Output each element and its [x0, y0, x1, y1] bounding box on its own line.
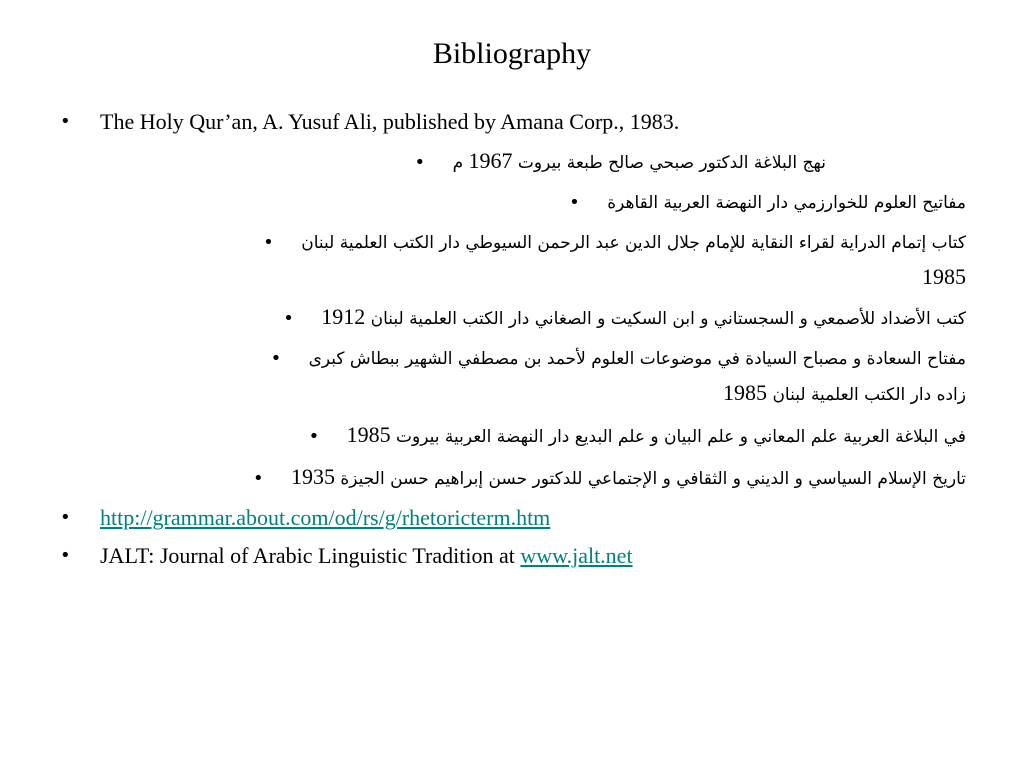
- bullet-icon: •: [263, 232, 274, 253]
- bib-item-year: 1935: [290, 464, 335, 489]
- bib-item-year: 1912: [321, 304, 366, 329]
- bib-item-miftah-saada: [58, 342, 966, 412]
- bullet-icon: •: [308, 426, 320, 447]
- bib-item-addad: [58, 300, 966, 336]
- bib-item-text: كتاب إتمام الدراية لقراء النقاية للإمام جلال الدين عبد الرحمن السيوطي دار الكتب العلمية لبنان: [301, 233, 966, 253]
- bib-item-year: 1985: [723, 380, 768, 405]
- bib-item-nahj: [58, 144, 966, 180]
- bullet-icon: •: [283, 308, 294, 329]
- bullet-icon: •: [569, 192, 580, 213]
- bullet-icon: •: [60, 545, 71, 566]
- bib-item-text: مفتاح السعادة و مصباح السيادة في موضوعات العلوم لأحمد بن مصطفي الشهير ببطاش كبرى: [308, 349, 966, 369]
- bib-item-year: 1985: [922, 264, 966, 289]
- bib-item-text: مفاتيح العلوم للخوارزمي دار النهضة العربية القاهرة: [607, 193, 966, 213]
- bib-item-miftah-khwarizmi: [58, 186, 966, 220]
- bib-item-text: في البلاغة العربية علم المعاني و علم البيان و علم البديع دار النهضة العربية بيروت: [396, 427, 966, 447]
- bib-item-year: 1985: [346, 422, 391, 447]
- bib-item-quran: [58, 106, 966, 138]
- bib-item-jalt: [58, 540, 966, 572]
- bib-item-text-line2: زاده دار الكتب العلمية لبنان: [772, 385, 966, 405]
- slide-title: Bibliography: [432, 37, 592, 70]
- bullet-icon: •: [414, 152, 426, 173]
- bib-item-text: كتب الأضداد للأصمعي و السجستاني و ابن السكيت و الصغاني دار الكتب العلمية لبنان: [370, 309, 966, 329]
- bib-item-text: تاريخ الإسلام السياسي و الديني و الثقافي و الإجتماعي للدكتور حسن إبراهيم حسن الجيزة: [340, 469, 966, 489]
- bibliography-list: [58, 106, 966, 578]
- bib-item-suffix: م: [452, 153, 464, 173]
- bib-item-tarikh: [58, 460, 966, 496]
- bullet-icon: •: [252, 468, 264, 489]
- bib-item-text: JALT: Journal of Arabic Linguistic Tradition at: [100, 543, 521, 568]
- bullet-icon: •: [60, 507, 71, 528]
- bib-item-text: The Holy Qur’an, A. Yusuf Ali, published by Amana Corp., 1983.: [100, 109, 680, 134]
- bib-item-grammar: [58, 502, 966, 534]
- bib-item-balagha: [58, 418, 966, 454]
- bib-item-itmam: [58, 226, 966, 294]
- bib-item-text: نهج البلاغة الدكتور صبحي صالح طبعة بيروت: [517, 153, 826, 173]
- bullet-icon: •: [270, 348, 282, 369]
- jalt-link[interactable]: www.jalt.net: [520, 543, 633, 568]
- bib-item-year: 1967: [468, 148, 513, 173]
- grammar-link[interactable]: http://grammar.about.com/od/rs/g/rhetoricterm.htm: [100, 505, 551, 530]
- bullet-icon: •: [60, 111, 71, 132]
